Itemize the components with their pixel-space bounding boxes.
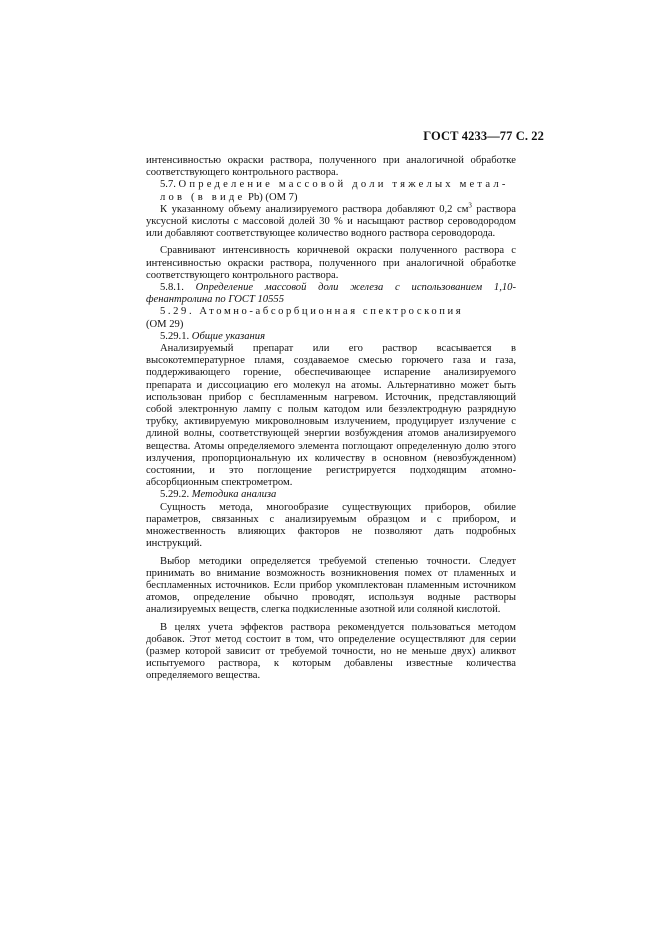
superscript: 3 xyxy=(468,201,472,210)
paragraph-comparison: Сравнивают интенсивность коричневой окраски полученного раствора с интенсивностью окраски раствора, полученного при аналогичной обработке соответствующего контрольного раствора. xyxy=(146,245,516,281)
section-title: 5.29. Атомно-абсорбционная спектроскопия xyxy=(160,306,464,318)
document-body xyxy=(146,155,516,683)
section-5-29-ref: (ОМ 29) xyxy=(146,318,184,330)
section-title-tail: Pb) (ОМ 7) xyxy=(248,191,298,203)
section-title: Общие указания xyxy=(191,330,266,342)
paragraph-additions: В целях учета эффектов раствора рекомендуется пользоваться методом добавок. Этот метод состоит в том, что определение осуществляют для серии (размер которой зависит от требуемой точности, но не меньше двух) аликвот испытуемого раствора, к которым добавлены известные количества определяемого вещества. xyxy=(146,621,516,682)
section-number: 5.29.2. xyxy=(160,489,190,501)
section-5-8-1-heading xyxy=(146,282,516,306)
paragraph-continuation: интенсивностью окраски раствора, полученного при аналогичной обработке соответствующего контрольного раствора. xyxy=(146,155,516,179)
section-5-29-1-heading xyxy=(146,331,516,343)
section-5-29-heading xyxy=(146,306,516,318)
section-title: Определение массовой доли железа с использованием 1,10-фенантролина по ГОСТ 10555 xyxy=(146,282,516,306)
paragraph-text: К указанному объему анализируемого раствора добавляют 0,2 см xyxy=(160,203,469,215)
section-title-cont: лов (в виде xyxy=(160,191,246,203)
section-number: 5.29.1. xyxy=(160,330,190,342)
paragraph-general: Анализируемый препарат или его раствор всасывается в высокотемпературное пламя, создаваемое смесью горючего газа и газа, поддерживающего горение, обеспечивающее испарение анализируемого препарата и диссоциацию его молекул на атомы. Альтернативно может быть использован прибор с беспламенным нагревом. Источник, представляющий собой электронную лампу с полым катодом или безэлектродную разрядную трубку, активируемую микроволновым излучением, продуцирует излучение с длиной волны, соответствующей энергии возбуждения атомов анализируемого вещества. Атомы определяемого элемента поглощают определенную долю этого излучения, пропорциональную их количеству в основном (невозбужденном) состоянии, и это поглощение регистрируется подходящим атомно-абсорбционным спектрометром. xyxy=(146,343,516,489)
paragraph-method-essence: Сущность метода, многообразие существующих приборов, обилие параметров, связанных с анализируемым образцом и с прибором, и множественность влияющих факторов не позволяют дать подробных инструкций. xyxy=(146,501,516,550)
page-header: ГОСТ 4233—77 С. 22 xyxy=(423,129,544,143)
section-5-29-2-heading xyxy=(146,489,516,501)
paragraph-procedure xyxy=(146,201,516,241)
section-title: Определение массовой доли тяжелых метал- xyxy=(178,179,509,191)
paragraph-text: раствора уксусной кислоты с массовой долей 30 % и насыщают раствор сероводородом или добавляют соответствующее количество водного раствора сероводорода. xyxy=(146,203,516,240)
section-number: 5.7. xyxy=(160,179,176,191)
section-number: 5.8.1. xyxy=(160,282,184,294)
paragraph-method-choice: Выбор методики определяется требуемой степенью точности. Следует принимать во внимание возможность возникновения помех от пламенных и беспламенных источников. Если прибор укомплектован пламенным источником атомов, определение обычно проводят, используя водные растворы анализируемых веществ, слегка подкисленные азотной или соляной кислотой. xyxy=(146,555,516,616)
section-title: Методика анализа xyxy=(191,489,277,501)
section-5-7-heading xyxy=(146,179,516,203)
